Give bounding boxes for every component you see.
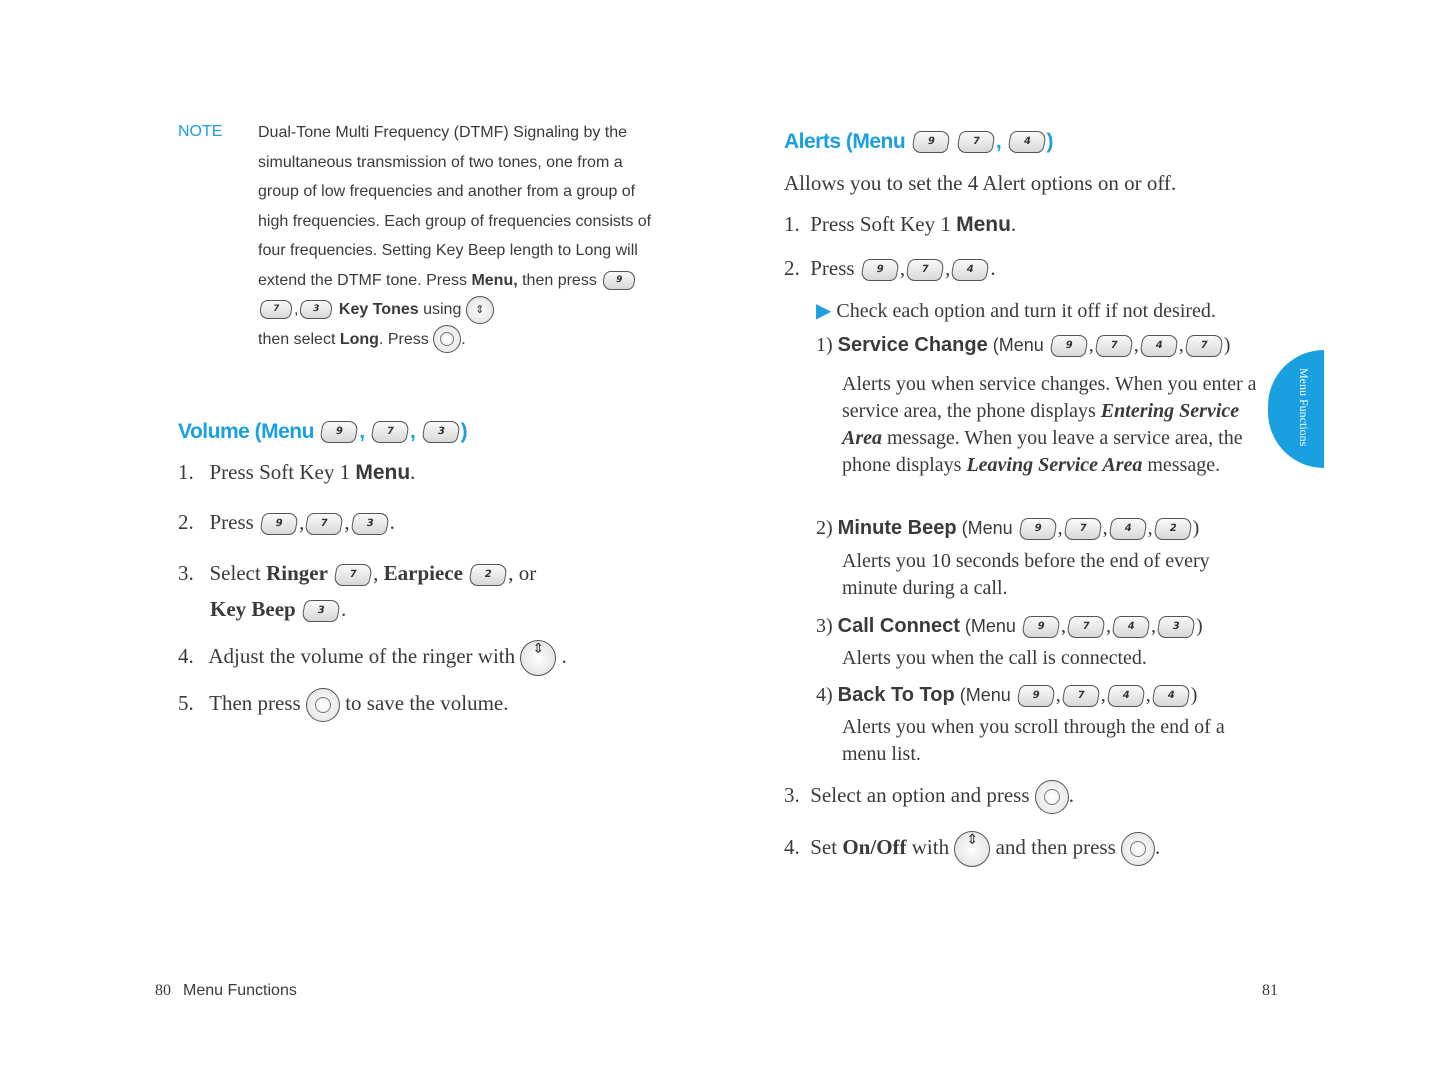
key-4-icon: 4: [1106, 685, 1146, 707]
key-7-icon: 7: [1094, 335, 1134, 357]
volume-step-4: 4. Adjust the volume of the ringer with ⇕ .: [178, 640, 567, 676]
key-7-icon: 7: [370, 421, 410, 443]
key-9-icon: 9: [860, 259, 900, 281]
key-3-icon: 3: [301, 600, 341, 622]
ok-key-icon: [306, 688, 340, 722]
key-9-icon: 9: [1049, 335, 1089, 357]
option-call-connect: 3) Call Connect (Menu 9 , 7 , 4 , 3 ): [816, 615, 1203, 637]
key-9-icon: 9: [1018, 518, 1058, 540]
key-4-icon: 4: [950, 259, 990, 281]
key-2-icon: 2: [1153, 518, 1193, 540]
volume-step-3: 3. Select Ringer 7 , Earpiece 2 , or: [178, 561, 537, 585]
ok-key-icon: [433, 325, 461, 353]
key-4-icon: 4: [1139, 335, 1179, 357]
key-9-icon: 9: [1021, 616, 1061, 638]
key-7-icon: 7: [258, 300, 293, 319]
key-4-icon: 4: [1111, 616, 1151, 638]
key-7-icon: 7: [905, 259, 945, 281]
volume-step-1: 1. Press Soft Key 1 Menu.: [178, 460, 416, 484]
key-2-icon: 2: [468, 564, 508, 586]
section-tab: Menu Functions: [1268, 350, 1324, 468]
alerts-heading: Alerts (Menu 9 7 , 4 ): [784, 130, 1054, 153]
left-footer: 80 Menu Functions: [155, 982, 297, 999]
nav-key-icon: ⇕: [520, 640, 556, 676]
alerts-step-2: 2. Press 9 , 7 , 4 .: [784, 256, 996, 280]
back-to-top-desc: Alerts you when you scroll through the end of a menu list.: [842, 716, 1225, 765]
note-label: NOTE: [178, 123, 223, 140]
nav-key-icon: ⇕: [466, 296, 494, 324]
key-9-icon: 9: [602, 271, 637, 290]
key-3-icon: 3: [421, 421, 461, 443]
key-4-icon: 4: [1108, 518, 1148, 540]
key-7-icon: 7: [956, 131, 996, 153]
volume-step-5: 5. Then press to save the volume.: [178, 688, 508, 722]
alerts-step-4: 4. Set On/Off with ⇕ and then press .: [784, 831, 1160, 867]
arrow-icon: ▶: [816, 300, 832, 322]
alerts-intro: Allows you to set the 4 Alert options on or off.: [784, 171, 1177, 195]
ok-key-icon: [1035, 780, 1069, 814]
note-body: Dual-Tone Multi Frequency (DTMF) Signaling by the simultaneous transmission of two tones, one from a group of low frequencies and another from a group of high frequencies. Each group of frequencies consists of four frequencies. Setting Key Beep length to Long will extend the DTMF tone. Press Menu, then press 97 , 3 Key Tones using ⇕ then select Long. Press .: [258, 118, 658, 354]
volume-step-2: 2. Press 9 , 7 , 3 .: [178, 510, 395, 534]
key-9-icon: 9: [319, 421, 359, 443]
key-7-icon: 7: [1063, 518, 1103, 540]
check-note: ▶ Check each option and turn it off if not desired.: [816, 300, 1216, 322]
option-minute-beep: 2) Minute Beep (Menu 9 , 7 , 4 , 2 ): [816, 517, 1200, 539]
key-3-icon: 3: [350, 513, 390, 535]
alerts-step-3: 3. Select an option and press .: [784, 780, 1074, 814]
key-9-icon: 9: [1016, 685, 1056, 707]
key-1-icon: 7: [1184, 335, 1224, 357]
service-change-desc: Alerts you when service changes. When you enter a service area, the phone displays Entering Service Area message. When you leave a service area, the phone displays Leaving Service Area message.: [842, 373, 1257, 476]
ok-key-icon: [1121, 832, 1155, 866]
key-9-icon: 9: [259, 513, 299, 535]
right-footer-page: 81: [1262, 982, 1278, 999]
key-7-icon: 7: [1061, 685, 1101, 707]
key-1-icon: 7: [333, 564, 373, 586]
alerts-step-1: 1. Press Soft Key 1 Menu.: [784, 212, 1017, 236]
call-connect-desc: Alerts you when the call is connected.: [842, 647, 1147, 669]
option-service-change: 1) Service Change (Menu 9 , 7 , 4 , 7 ): [816, 334, 1231, 356]
nav-key-icon: ⇕: [954, 831, 990, 867]
key-4-icon: 4: [1007, 131, 1047, 153]
key-9-icon: 9: [911, 131, 951, 153]
key-4-icon: 4: [1151, 685, 1191, 707]
volume-step-3-cont: Key Beep 3 .: [210, 597, 347, 621]
key-7-icon: 7: [1066, 616, 1106, 638]
volume-heading: Volume (Menu 9 , 7 , 3 ): [178, 420, 468, 443]
key-3-icon: 3: [299, 300, 334, 319]
key-3-icon: 3: [1156, 616, 1196, 638]
minute-beep-desc: Alerts you 10 seconds before the end of every minute during a call.: [842, 550, 1210, 599]
key-7-icon: 7: [304, 513, 344, 535]
option-back-to-top: 4) Back To Top (Menu 9 , 7 , 4 , 4 ): [816, 684, 1198, 706]
